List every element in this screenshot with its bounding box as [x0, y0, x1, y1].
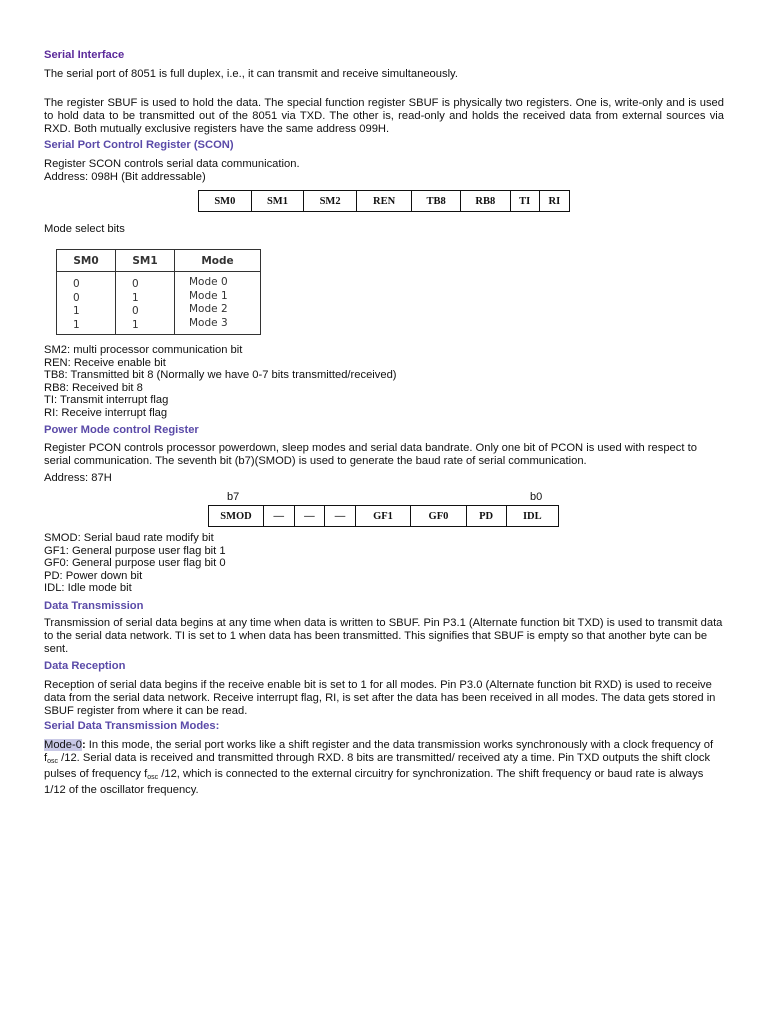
scon-description: REN: Receive enable bit	[44, 356, 166, 369]
data-transmission-heading: Data Transmission	[44, 600, 144, 612]
mode-value: Mode 2	[189, 303, 228, 315]
scon-description: TB8: Transmitted bit 8 (Normally we have 0-7 bits transmitted/received)	[44, 369, 397, 382]
scon-line-1: Register SCON controls serial data communication.	[44, 158, 300, 170]
mode-value: Mode 3	[189, 316, 228, 329]
pcon-paragraph: Register PCON controls processor powerdown, sleep modes and serial data bandrate. Only one bit of PCON is used with respect to serial communication. The seventh bit (b7)(SMOD) is used to generate the baud rate of serial communication.	[44, 442, 697, 467]
sm0-column	[73, 278, 115, 332]
mode-value: Mode 1	[189, 289, 228, 302]
sm0-value: 0	[73, 291, 80, 304]
scon-bit-cell: REN	[356, 191, 411, 212]
pcon-bit-cell: —	[264, 506, 295, 527]
sm1-value: 0	[132, 278, 139, 290]
mode-select-label: Mode select bits	[44, 223, 125, 235]
pcon-register-table	[208, 505, 559, 527]
serial-interface-intro: The serial port of 8051 is full duplex, i.e., it can transmit and receive simultaneously.	[44, 68, 458, 80]
pcon-bit-high-label: b7	[227, 491, 240, 503]
pcon-bit-cell: GF0	[411, 506, 466, 527]
sm1-value: 1	[132, 291, 139, 304]
scon-bit-cell: TB8	[412, 191, 460, 212]
pcon-description: PD: Power down bit	[44, 569, 143, 582]
pcon-bit-cell: IDL	[506, 506, 558, 527]
scon-bit-cell: SM2	[304, 191, 357, 212]
scon-description: TI: Transmit interrupt flag	[44, 394, 169, 407]
serial-interface-heading: Serial Interface	[44, 49, 125, 61]
sbuf-paragraph: The register SBUF is used to hold the data. The special function register SBUF is physically two registers. One is, write-only and is used to hold data to be transmitted out of the 8051 via TXD. The other is, read-only and holds the received data from external sources via RXD. Both mutually exclusive registers have the same address 099H.	[44, 97, 724, 135]
pcon-description: IDL: Idle mode bit	[44, 582, 132, 595]
mode-0-label: Mode-0	[44, 739, 82, 751]
pcon-bit-low-label: b0	[530, 491, 543, 503]
mode-0-text: /12, which is connected to the external circuitry for synchronization. The shift frequency or baud rate is always 1/12 of the oscillator frequency.	[44, 768, 704, 796]
pcon-bit-cell: —	[294, 506, 325, 527]
scon-bit-cell: SM1	[251, 191, 304, 212]
sm1-column	[132, 278, 174, 332]
pcon-description: GF1: General purpose user flag bit 1	[44, 544, 226, 557]
mode-select-table	[56, 249, 261, 335]
mode-0-text: In this mode, the serial port works like a shift register and the data transmission works synchronously with a clock frequency of f	[44, 739, 714, 764]
mode-0-text: /12. Serial data is received and transmitted through RXD. 8 bits are transmitted/ received aty a time. Pin TXD outputs the shift clock pulses of frequency f	[44, 752, 711, 780]
scon-description: RB8: Received bit 8	[44, 381, 143, 394]
sm1-value: 1	[132, 318, 139, 331]
scon-bit-cell: SM0	[199, 191, 252, 212]
sm0-value: 0	[73, 278, 80, 290]
scon-register-table	[198, 190, 570, 212]
osc-subscript: osc	[147, 774, 159, 781]
sm1-value: 0	[132, 305, 139, 317]
data-reception-heading: Data Reception	[44, 660, 126, 672]
scon-bit-cell: RI	[539, 191, 569, 212]
mode-column	[189, 276, 260, 330]
mode-value: Mode 0	[189, 276, 228, 288]
pcon-heading: Power Mode control Register	[44, 424, 199, 436]
mode-table-header: SM0	[57, 250, 116, 272]
pcon-bit-cell: —	[325, 506, 356, 527]
sm0-value: 1	[73, 305, 80, 317]
transmission-modes-heading: Serial Data Transmission Modes:	[44, 720, 220, 732]
scon-bit-cell: TI	[510, 191, 539, 212]
mode-table-header: Mode	[175, 250, 261, 272]
pcon-address: Address: 87H	[44, 472, 112, 484]
pcon-bit-cell: GF1	[355, 506, 410, 527]
scon-description: RI: Receive interrupt flag	[44, 407, 168, 419]
data-transmission-paragraph: Transmission of serial data begins at any time when data is written to SBUF. Pin P3.1 (Alternate function bit TXD) is used to transmit data to the serial data network. TI is set to 1 when data has been transmitted. This signifies that SBUF is empty so that another byte can be sent.	[44, 617, 723, 655]
mode-0-colon: :	[81, 739, 86, 751]
data-reception-paragraph: Reception of serial data begins if the receive enable bit is set to 1 for all modes. Pin P3.0 (Alternate function bit RXD) is used to receive data from the serial data network. Receive interrupt flag, RI, is set after the data has been received in all modes. The data gets stored in SBUF register from where it can be read.	[44, 679, 716, 717]
pcon-bit-cell: SMOD	[209, 506, 264, 527]
mode-table-header: SM1	[116, 250, 175, 272]
pcon-description: GF0: General purpose user flag bit 0	[44, 557, 226, 570]
pcon-bit-cell: PD	[466, 506, 506, 527]
pcon-description: SMOD: Serial baud rate modify bit	[44, 532, 214, 544]
scon-description: SM2: multi processor communication bit	[44, 344, 243, 356]
osc-subscript: osc	[47, 758, 59, 765]
sm0-value: 1	[73, 318, 80, 331]
scon-heading: Serial Port Control Register (SCON)	[44, 139, 234, 151]
mode-0-paragraph	[44, 739, 724, 797]
scon-address: Address: 098H (Bit addressable)	[44, 171, 206, 183]
scon-bit-cell: RB8	[460, 191, 510, 212]
